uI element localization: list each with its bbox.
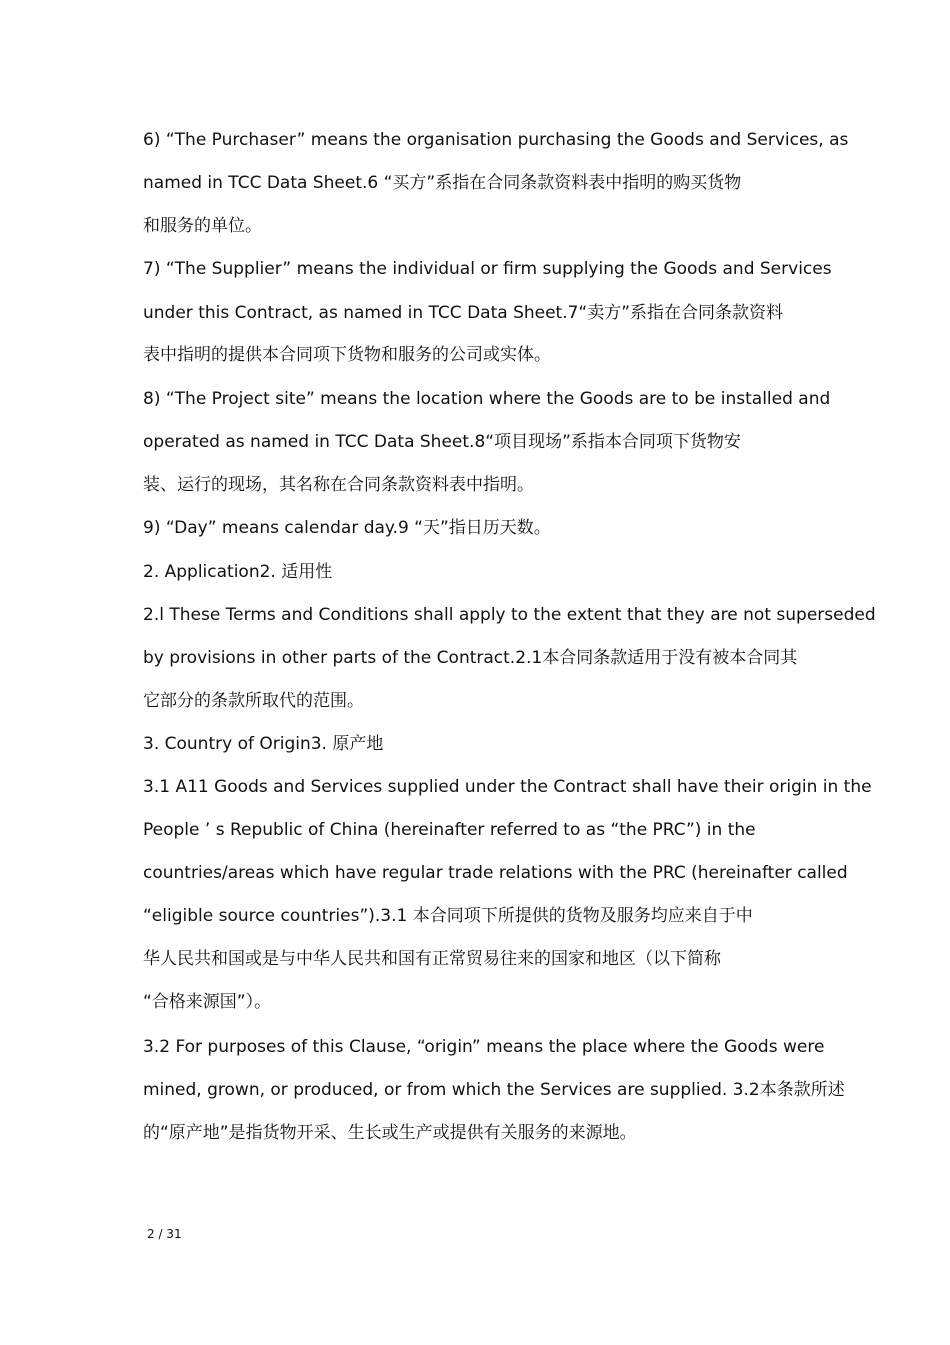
text-line: 装、运行的现场，其名称在合同条款资料表中指明。	[143, 475, 534, 495]
text-line: 3.1 A11 Goods and Services supplied under the Contract shall have their origin in the	[143, 777, 872, 797]
text-line: under this Contract, as named in TCC Data Sheet.7“卖方”系指在合同条款资料	[143, 303, 784, 323]
text-line: countries/areas which have regular trade relations with the PRC (hereinafter called	[143, 863, 848, 883]
text-line: 3.2 For purposes of this Clause, “origin” means the place where the Goods were	[143, 1037, 825, 1057]
text-line: 7) “The Supplier” means the individual or firm supplying the Goods and Services	[143, 259, 832, 279]
text-line: operated as named in TCC Data Sheet.8“项目现场”系指本合同项下货物安	[143, 432, 741, 452]
text-line: 表中指明的提供本合同项下货物和服务的公司或实体。	[143, 345, 551, 365]
text-line: 华人民共和国或是与中华人民共和国有正常贸易往来的国家和地区（以下简称	[143, 949, 721, 969]
text-line: 6) “The Purchaser” means the organisation purchasing the Goods and Services, as	[143, 130, 849, 150]
section-heading: 2. Application2. 适用性	[143, 562, 333, 582]
text-line: People ’ s Republic of China (hereinafter referred to as “the PRC”) in the	[143, 820, 756, 840]
text-line: 8) “The Project site” means the location where the Goods are to be installed and	[143, 389, 831, 409]
text-line: 和服务的单位。	[143, 216, 262, 236]
text-line: “合格来源国”）。	[143, 992, 272, 1012]
section-heading: 3. Country of Origin3. 原产地	[143, 734, 384, 754]
text-line: named in TCC Data Sheet.6 “买方”系指在合同条款资料表中指明的购买货物	[143, 173, 742, 193]
text-line: by provisions in other parts of the Contract.2.1本合同条款适用于没有被本合同其	[143, 648, 798, 668]
page-number: 2 / 31	[147, 1227, 182, 1241]
text-line: mined, grown, or produced, or from which the Services are supplied. 3.2本条款所述	[143, 1080, 845, 1100]
text-line: 9) “Day” means calendar day.9 “天”指日历天数。	[143, 518, 551, 538]
text-line: 它部分的条款所取代的范围。	[143, 691, 364, 711]
text-line: “eligible source countries”).3.1 本合同项下所提供的货物及服务均应来自于中	[143, 906, 753, 926]
text-line: 2.l These Terms and Conditions shall apply to the extent that they are not superseded	[143, 605, 876, 625]
text-line: 的“原产地”是指货物开采、生长或生产或提供有关服务的来源地。	[143, 1123, 637, 1143]
